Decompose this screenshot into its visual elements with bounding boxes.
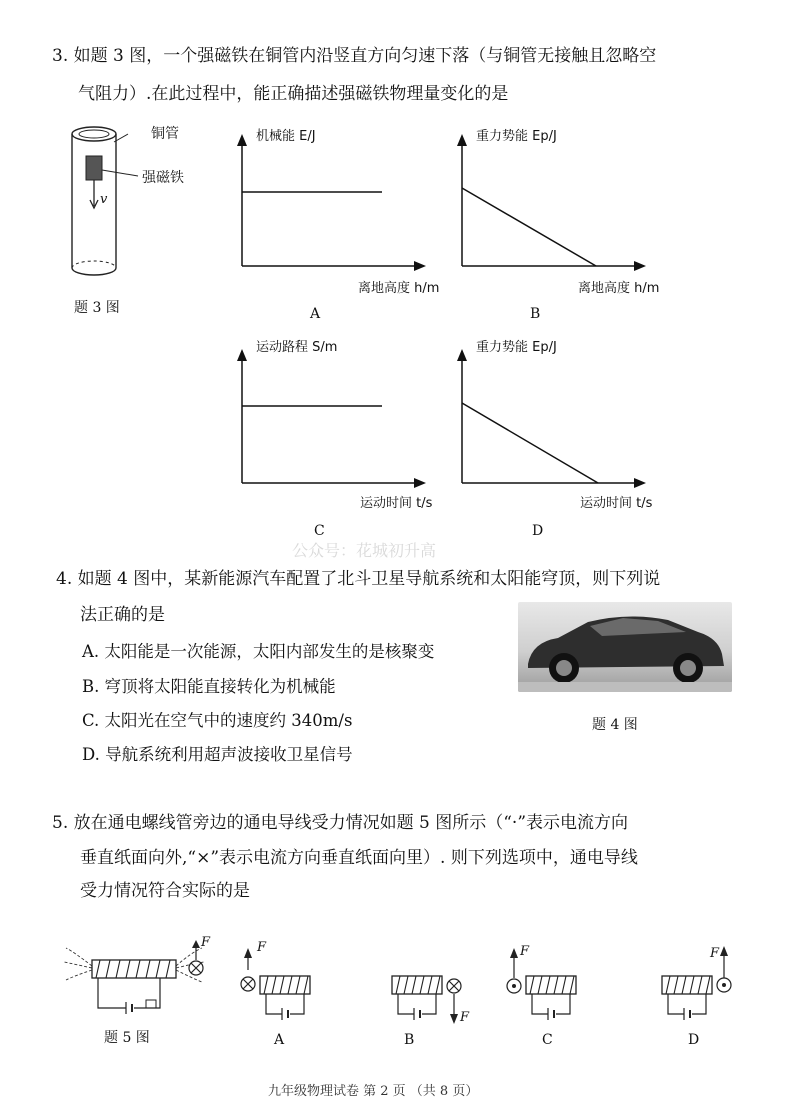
q5-stem-line3: 受力情况符合实际的是 — [80, 881, 250, 901]
q5-option-d-figure — [658, 940, 748, 1028]
graph-c-xlabel: 运动时间 t/s — [360, 496, 433, 511]
q4-option-a: A. 太阳能是一次能源，太阳内部发生的是核聚变 — [82, 642, 435, 661]
graph-d-xlabel: 运动时间 t/s — [580, 496, 653, 511]
graph-a-ylabel: 机械能 E/J — [256, 129, 316, 144]
main-force-label: F — [201, 935, 211, 950]
magnet-label: 强磁铁 — [142, 170, 184, 186]
watermark: 公众号：花城初升高 — [292, 541, 437, 560]
option-d-letter: D — [532, 523, 544, 539]
q5-option-a-figure — [238, 942, 322, 1028]
option-a-letter: A — [310, 306, 321, 322]
graph-b-xlabel: 离地高度 h/m — [578, 281, 660, 296]
q5-option-c-letter: C — [542, 1032, 553, 1048]
graph-d-ylabel: 重力势能 Ep/J — [476, 340, 557, 355]
q4-option-b: B. 穹顶将太阳能直接转化为机械能 — [82, 677, 336, 696]
graph-d — [450, 345, 670, 495]
graph-d-line — [462, 403, 598, 483]
q4-option-c: C. 太阳光在空气中的速度约 340m/s — [82, 711, 353, 730]
option-d-force-label: F — [710, 946, 720, 961]
option-a-force-label: F — [257, 940, 267, 955]
graph-b-ylabel: 重力势能 Ep/J — [476, 129, 557, 144]
q4-stem-line2: 法正确的是 — [80, 605, 165, 625]
option-c-letter: C — [314, 523, 325, 539]
q3-stem-line2: 气阻力）.在此过程中，能正确描述强磁铁物理量变化的是 — [78, 84, 509, 104]
q5-figure-caption: 题 5 图 — [104, 1030, 150, 1046]
option-b-letter: B — [530, 306, 541, 322]
graph-b-line — [462, 188, 596, 266]
graph-c — [230, 345, 450, 495]
q5-main-figure — [64, 938, 224, 1020]
q3-figure-caption: 题 3 图 — [74, 300, 120, 316]
q5-stem-line1: 5. 放在通电螺线管旁边的通电导线受力情况如题 5 图所示（“·”表示电流方向 — [52, 813, 629, 833]
q5-stem-line2: 垂直纸面向外,“×”表示电流方向垂直纸面向里）. 则下列选项中，通电导线 — [80, 848, 638, 868]
option-c-force-label: F — [520, 944, 530, 959]
graph-c-ylabel: 运动路程 S/m — [256, 340, 338, 355]
car-icon — [518, 602, 732, 692]
tube-label: 铜管 — [151, 126, 179, 142]
q4-figure-caption: 题 4 图 — [592, 717, 638, 733]
copper-tube-figure — [64, 120, 214, 290]
graph-a — [230, 130, 450, 280]
page-footer: 九年级物理试卷 第 2 页 （共 8 页） — [268, 1084, 479, 1099]
q5-option-c-figure — [504, 942, 594, 1028]
q5-option-a-letter: A — [274, 1032, 285, 1048]
q4-option-d: D. 导航系统利用超声波接收卫星信号 — [82, 745, 353, 764]
q5-option-b-letter: B — [404, 1032, 415, 1048]
graph-b — [450, 130, 670, 280]
option-b-force-label: F — [460, 1010, 470, 1025]
graph-a-xlabel: 离地高度 h/m — [358, 281, 440, 296]
q5-option-d-letter: D — [688, 1032, 700, 1048]
car-photo — [518, 602, 732, 692]
velocity-label: v — [100, 192, 108, 207]
q4-stem-line1: 4. 如题 4 图中，某新能源汽车配置了北斗卫星导航系统和太阳能穹顶，则下列说 — [56, 569, 661, 589]
q3-stem-line1: 3. 如题 3 图，一个强磁铁在铜管内沿竖直方向匀速下落（与铜管无接触且忽略空 — [52, 46, 657, 66]
